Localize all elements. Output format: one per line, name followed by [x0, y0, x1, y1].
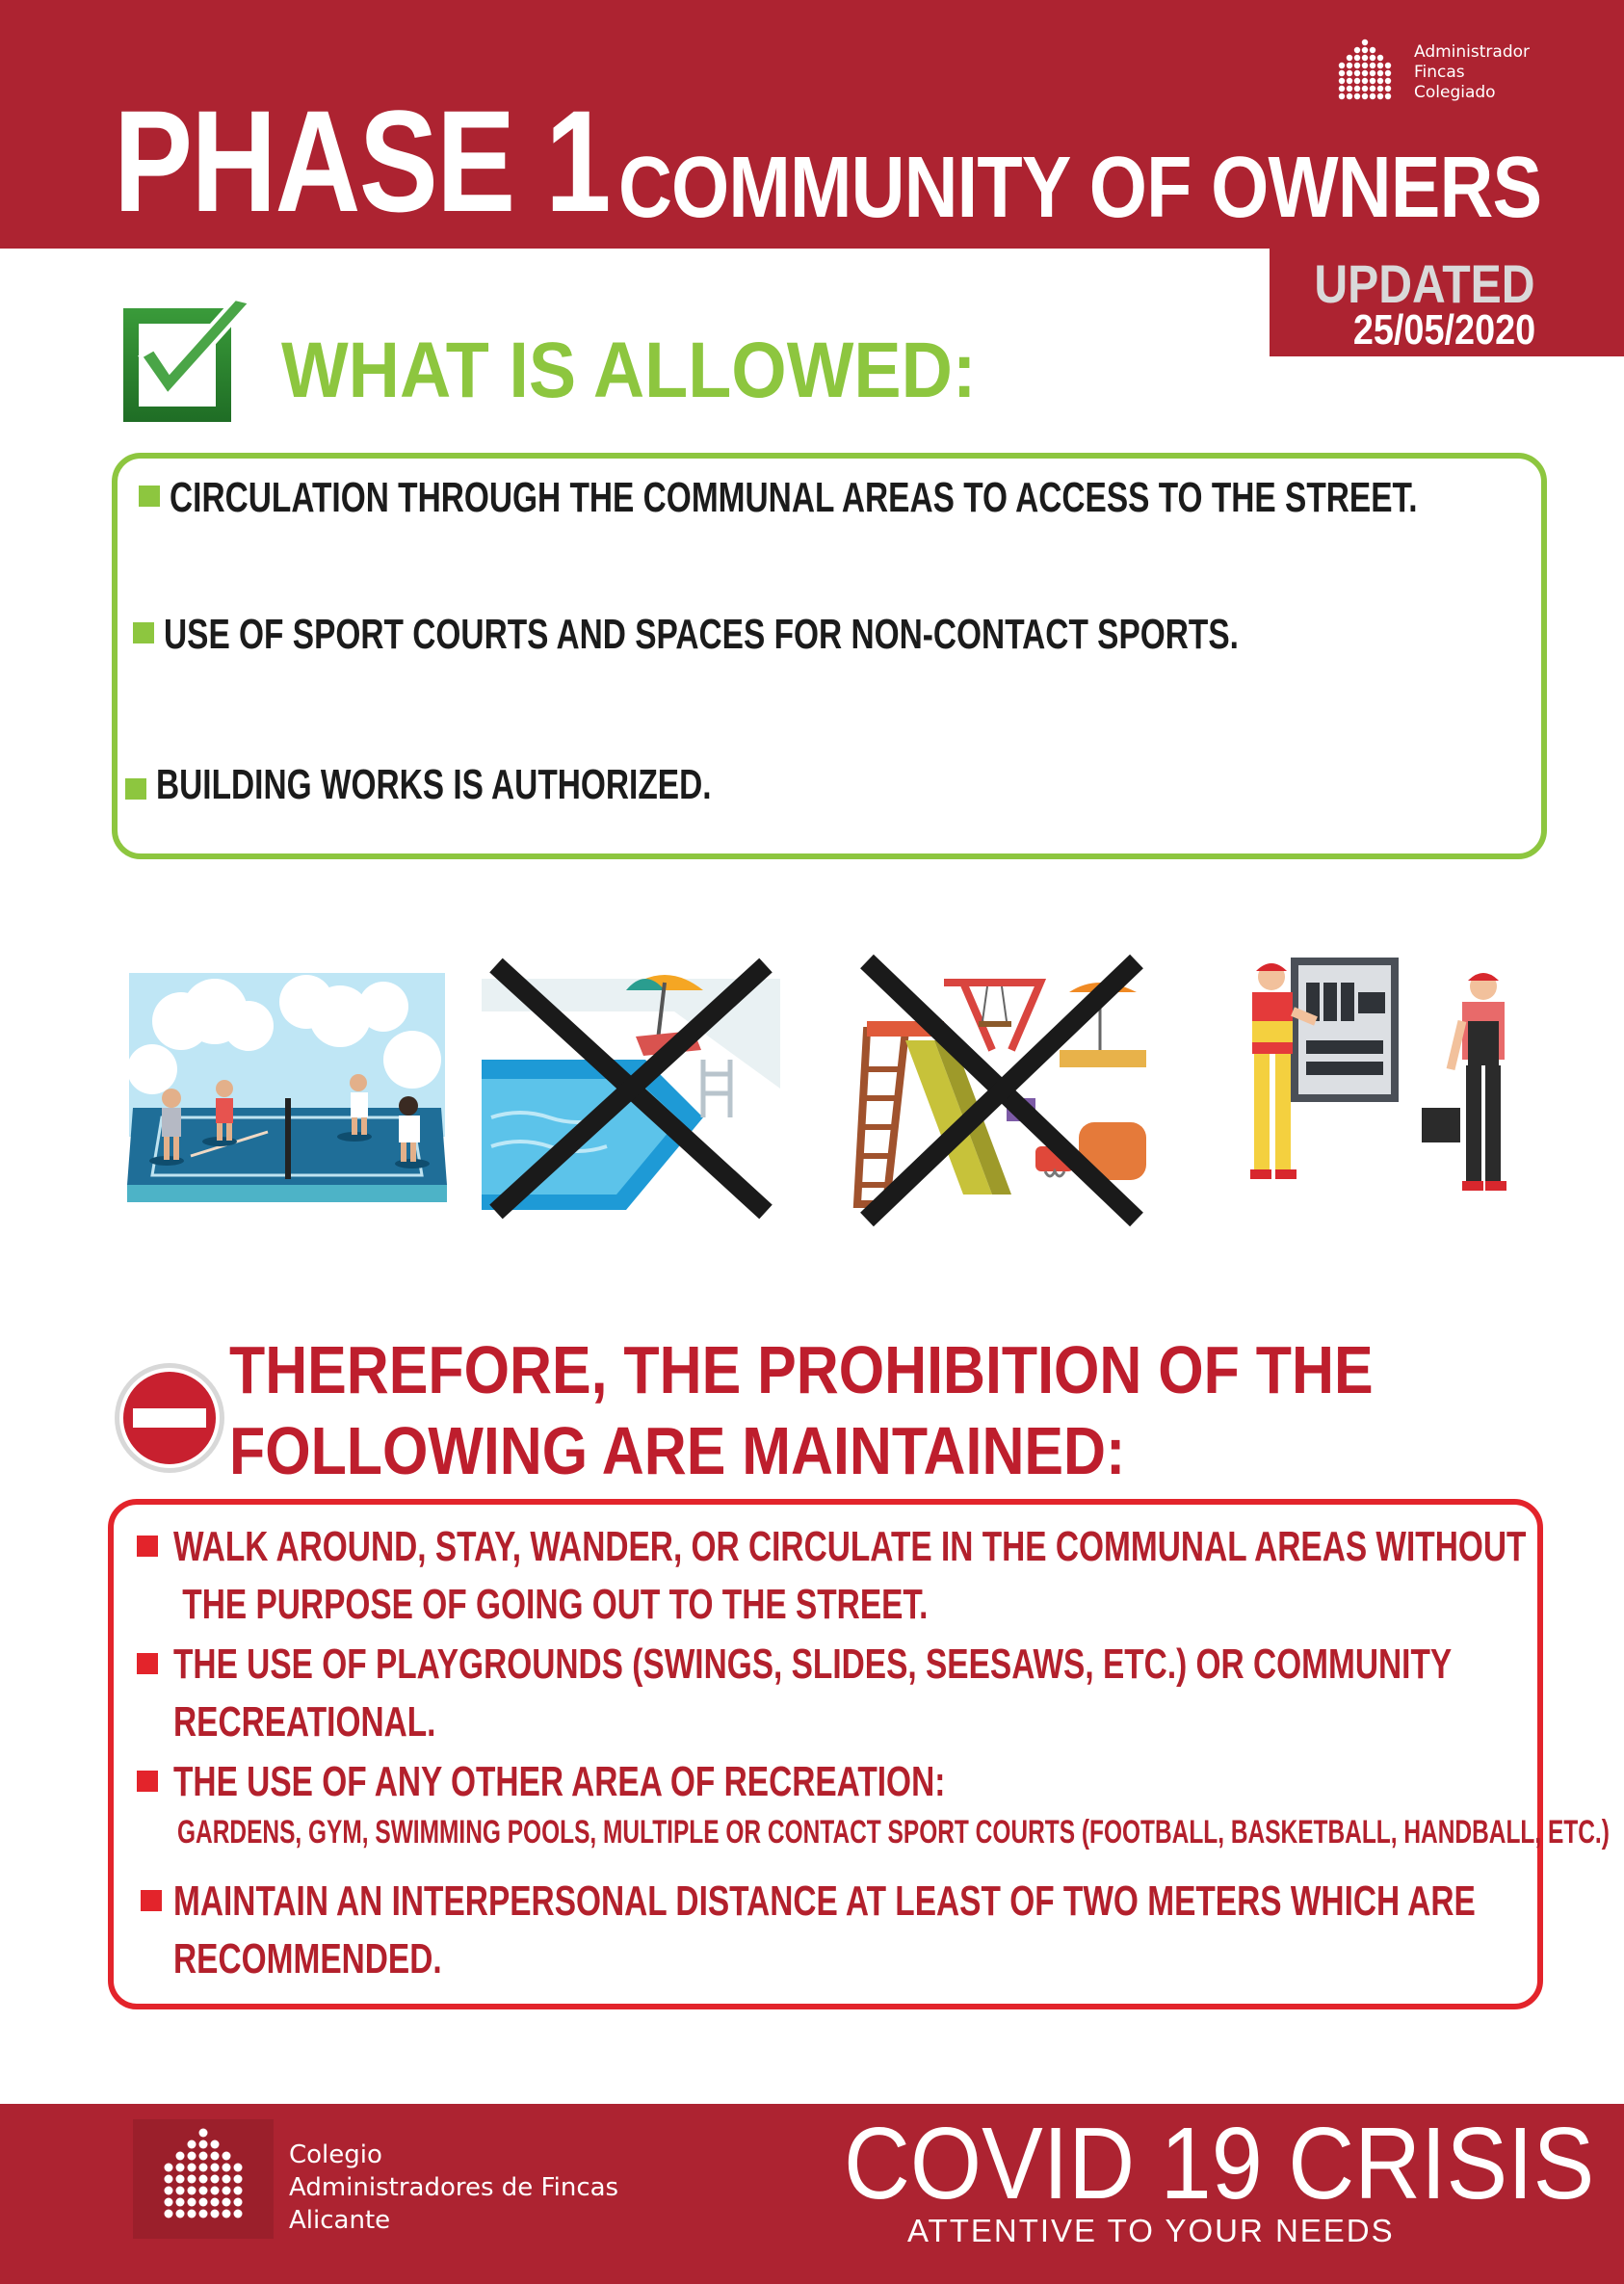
tennis-court-illustration [123, 963, 451, 1210]
bullet-square [139, 486, 160, 507]
updated-badge [1270, 249, 1624, 356]
prohibition-subitem: GARDENS, GYM, SWIMMING POOLS, MULTIPLE OR CONTACT SPORT COURTS (FOOTBALL, BASKETBALL, HANDBALL, ETC.) [177, 1814, 1610, 1851]
bullet-square [137, 1536, 158, 1557]
bullet-square [137, 1771, 158, 1792]
prohibition-item: WALK AROUND, STAY, WANDER, OR CIRCULATE IN THE COMMUNAL AREAS WITHOUT THE PURPOSE OF GOING OUT TO THE STREET. [173, 1523, 1527, 1628]
bullet-square [137, 1653, 158, 1674]
no-entry-icon [112, 1360, 227, 1476]
dot-house-icon [1331, 39, 1399, 102]
updated-date: 25/05/2020 [1352, 306, 1535, 354]
phase-title: PHASE 1 [114, 80, 610, 242]
administrador-fincas-logo [1331, 39, 1553, 106]
community-title: COMMUNITY OF OWNERS [617, 140, 1541, 236]
swimming-pool-illustration [482, 954, 780, 1221]
bullet-square [141, 1890, 162, 1911]
prohibition-item: THE USE OF ANY OTHER AREA OF RECREATION: [173, 1758, 946, 1805]
updated-label: UPDATED [1314, 253, 1535, 314]
bullet-square [125, 778, 146, 800]
allowed-item: CIRCULATION THROUGH THE COMMUNAL AREAS TO ACCESS TO THE STREET. [170, 474, 1418, 521]
prohibition-item: THE USE OF PLAYGROUNDS (SWINGS, SLIDES, SEESAWS, ETC.) OR COMMUNITY RECREATIONAL. [173, 1641, 1453, 1746]
allowed-heading: WHAT IS ALLOWED: [281, 327, 977, 414]
checkmark-icon [119, 295, 254, 426]
logo-top-text: Administrador Fincas Colegiado [1414, 42, 1531, 102]
footer-org-name: Colegio Administradores de Fincas Alicante [289, 2140, 619, 2235]
colegio-logo [133, 2119, 274, 2239]
allowed-item: BUILDING WORKS IS AUTHORIZED. [156, 761, 712, 808]
allowed-item: USE OF SPORT COURTS AND SPACES FOR NON-CONTACT SPORTS. [164, 611, 1239, 658]
covid-title: COVID 19 CRISIS [844, 2107, 1595, 2220]
workers-illustration [1223, 954, 1532, 1220]
covid-subtitle: ATTENTIVE TO YOUR NEEDS [907, 2213, 1395, 2248]
prohibition-heading: THEREFORE, THE PROHIBITION OF THE FOLLOWING ARE MAINTAINED: [229, 1332, 1374, 1488]
bullet-square [133, 622, 154, 643]
prohibition-item: MAINTAIN AN INTERPERSONAL DISTANCE AT LEAST OF TWO METERS WHICH ARE RECOMMENDED. [173, 1877, 1476, 1982]
playground-illustration [848, 954, 1156, 1229]
